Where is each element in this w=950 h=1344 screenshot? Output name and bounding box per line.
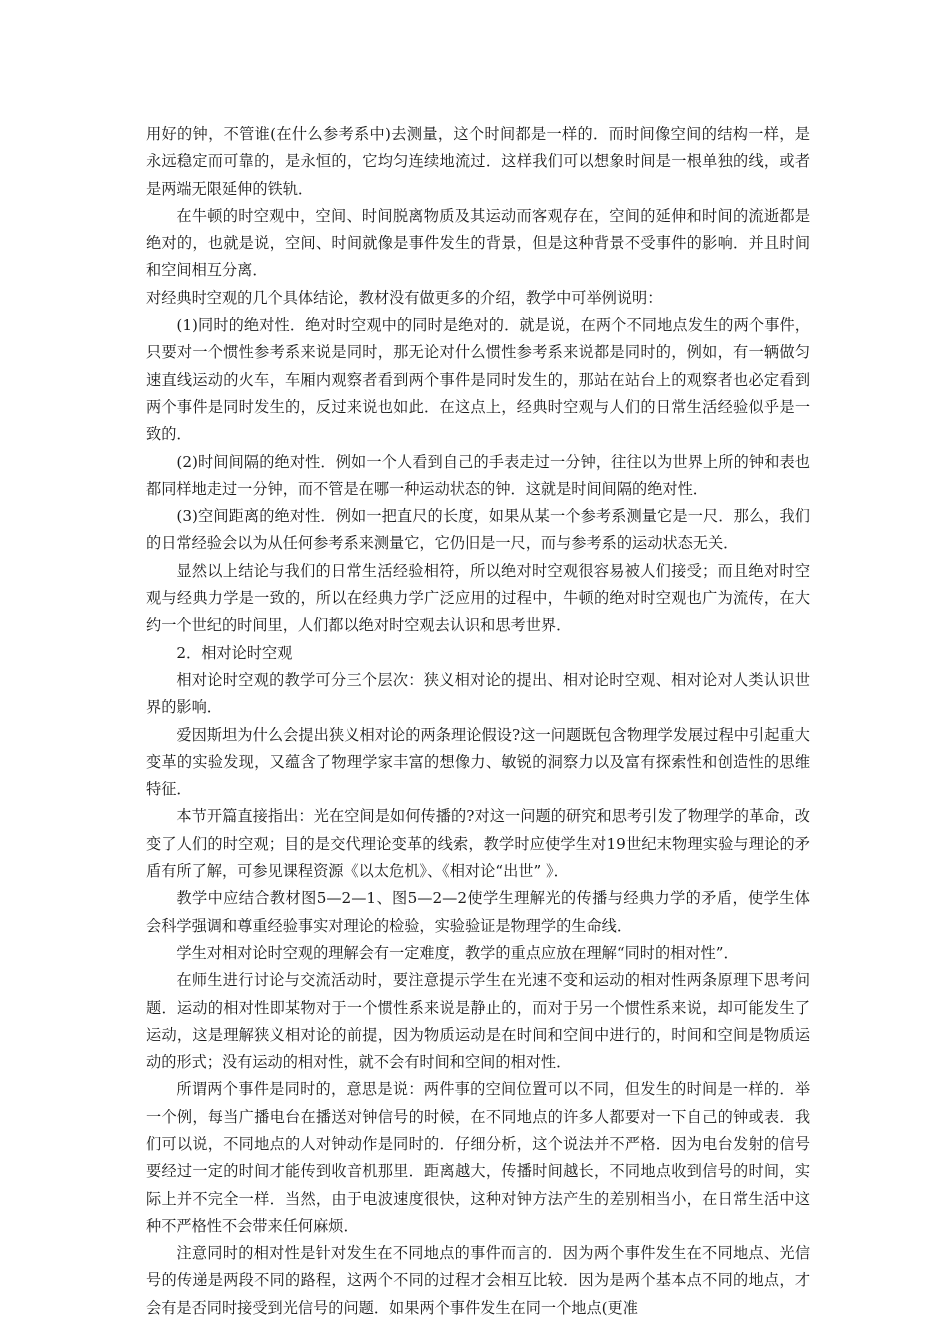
paragraph: 学生对相对论时空观的理解会有一定难度，教学的重点应放在理解“同时的相对性”．: [176, 943, 739, 962]
paragraph: 本节开篇直接指出：光在空间是如何传播的?对这一问题的研究和思考引发了物理学的革命，改变了人们的时空观；目的是交代理论变革的线索，教学时应使学生对19世纪末物理实验与理论的矛盾有所了解，可参见课程资源《以太危机》、《相对论“出世” 》．: [146, 807, 810, 881]
paragraph: (2)时间间隔的绝对性．例如一个人看到自己的手表走过一分钟，往往以为世界上所的钟和表也都同样地走过一分钟，而不管是在哪一种运动状态的钟．这就是时间间隔的绝对性．: [146, 452, 810, 498]
document-page: [146, 121, 810, 1322]
paragraph: 在师生进行讨论与交流活动时，要注意提示学生在光速不变和运动的相对性两条原理下思考问题．运动的相对性即某物对于一个惯性系来说是静止的，而对于另一个惯性系来说，却可能发生了运动，这是理解狭义相对论的前提，因为物质运动是在时间和空间中进行的，时间和空间是物质运动的形式；没有运动的相对性，就不会有时间和空间的相对性．: [146, 971, 810, 1072]
paragraph: (1)同时的绝对性．绝对时空观中的同时是绝对的．就是说，在两个不同地点发生的两个事件，只要对一个惯性参考系来说是同时，那无论对什么惯性参考系来说都是同时的，例如，有一辆做匀速直线运动的火车，车厢内观察者看到两个事件是同时发生的，那站在站台上的观察者也必定看到两个事件是同时发生的，反过来说也如此．在这点上，经典时空观与人们的日常生活经验似乎是一致的．: [146, 316, 810, 444]
paragraph: 显然以上结论与我们的日常生活经验相符，所以绝对时空观很容易被人们接受；而且绝对时空观与经典力学是一致的，所以在经典力学广泛应用的过程中，牛顿的绝对时空观也广为流传，在大约一个世纪的时间里，人们都以绝对时空观去认识和思考世界．: [146, 561, 810, 635]
paragraph: 所谓两个事件是同时的，意思是说：两件事的空间位置可以不同，但发生的时间是一样的．举一个例，每当广播电台在播送对钟信号的时候，在不同地点的许多人都要对一下自己的钟或表．我们可以说，不同地点的人对钟动作是同时的．仔细分析，这个说法并不严格．因为电台发射的信号要经过一定的时间才能传到收音机那里．距离越大，传播时间越长，不同地点收到信号的时间，实际上并不完全一样．当然，由于电波速度很快，这种对钟方法产生的差别相当小，在日常生活中这种不严格性不会带来任何麻烦．: [146, 1080, 810, 1235]
section-heading: 2．相对论时空观: [176, 643, 293, 662]
paragraph: (3)空间距离的绝对性．例如一把直尺的长度，如果从某一个参考系测量它是一尺．那么，我们的日常经验会以为从任何参考系来测量它，它仍旧是一尺，而与参考系的运动状态无关．: [146, 507, 810, 553]
paragraph: 对经典时空观的几个具体结论，教材没有做更多的介绍，教学中可举例说明：: [146, 288, 663, 307]
paragraph: 注意同时的相对性是针对发生在不同地点的事件而言的．因为两个事件发生在不同地点、光信号的传递是两段不同的路程，这两个不同的过程才会相互比较．因为是两个基本点不同的地点，才会有是否同时接受到光信号的问题．如果两个事件发生在同一个地点(更准: [146, 1244, 810, 1317]
paragraph: 爱因斯坦为什么会提出狭义相对论的两条理论假设?这一问题既包含物理学发展过程中引起重大变革的实验发现，又蕴含了物理学家丰富的想像力、敏锐的洞察力以及富有探索性和创造性的思维特征．: [146, 725, 810, 799]
paragraph: 相对论时空观的教学可分三个层次：狭义相对论的提出、相对论时空观、相对论对人类认识世界的影响．: [146, 670, 810, 717]
paragraph: 教学中应结合教材图5—2—1、图5—2—2使学生理解光的传播与经典力学的矛盾，使学生体会科学强调和尊重经验事实对理论的检验，实验验证是物理学的生命线．: [146, 889, 810, 935]
paragraph: 用好的钟，不管谁(在什么参考系中)去测量，这个时间都是一样的．而时间像空间的结构一样，是永远稳定而可靠的，是永恒的，它均匀连续地流过．这样我们可以想象时间是一根单独的线，或者是两端无限延伸的铁轨．: [146, 125, 810, 198]
paragraph: 在牛顿的时空观中，空间、时间脱离物质及其运动而客观存在，空间的延伸和时间的流逝都是绝对的，也就是说，空间、时间就像是事件发生的背景，但是这种背景不受事件的影响．并且时间和空间相互分离．: [146, 206, 810, 280]
